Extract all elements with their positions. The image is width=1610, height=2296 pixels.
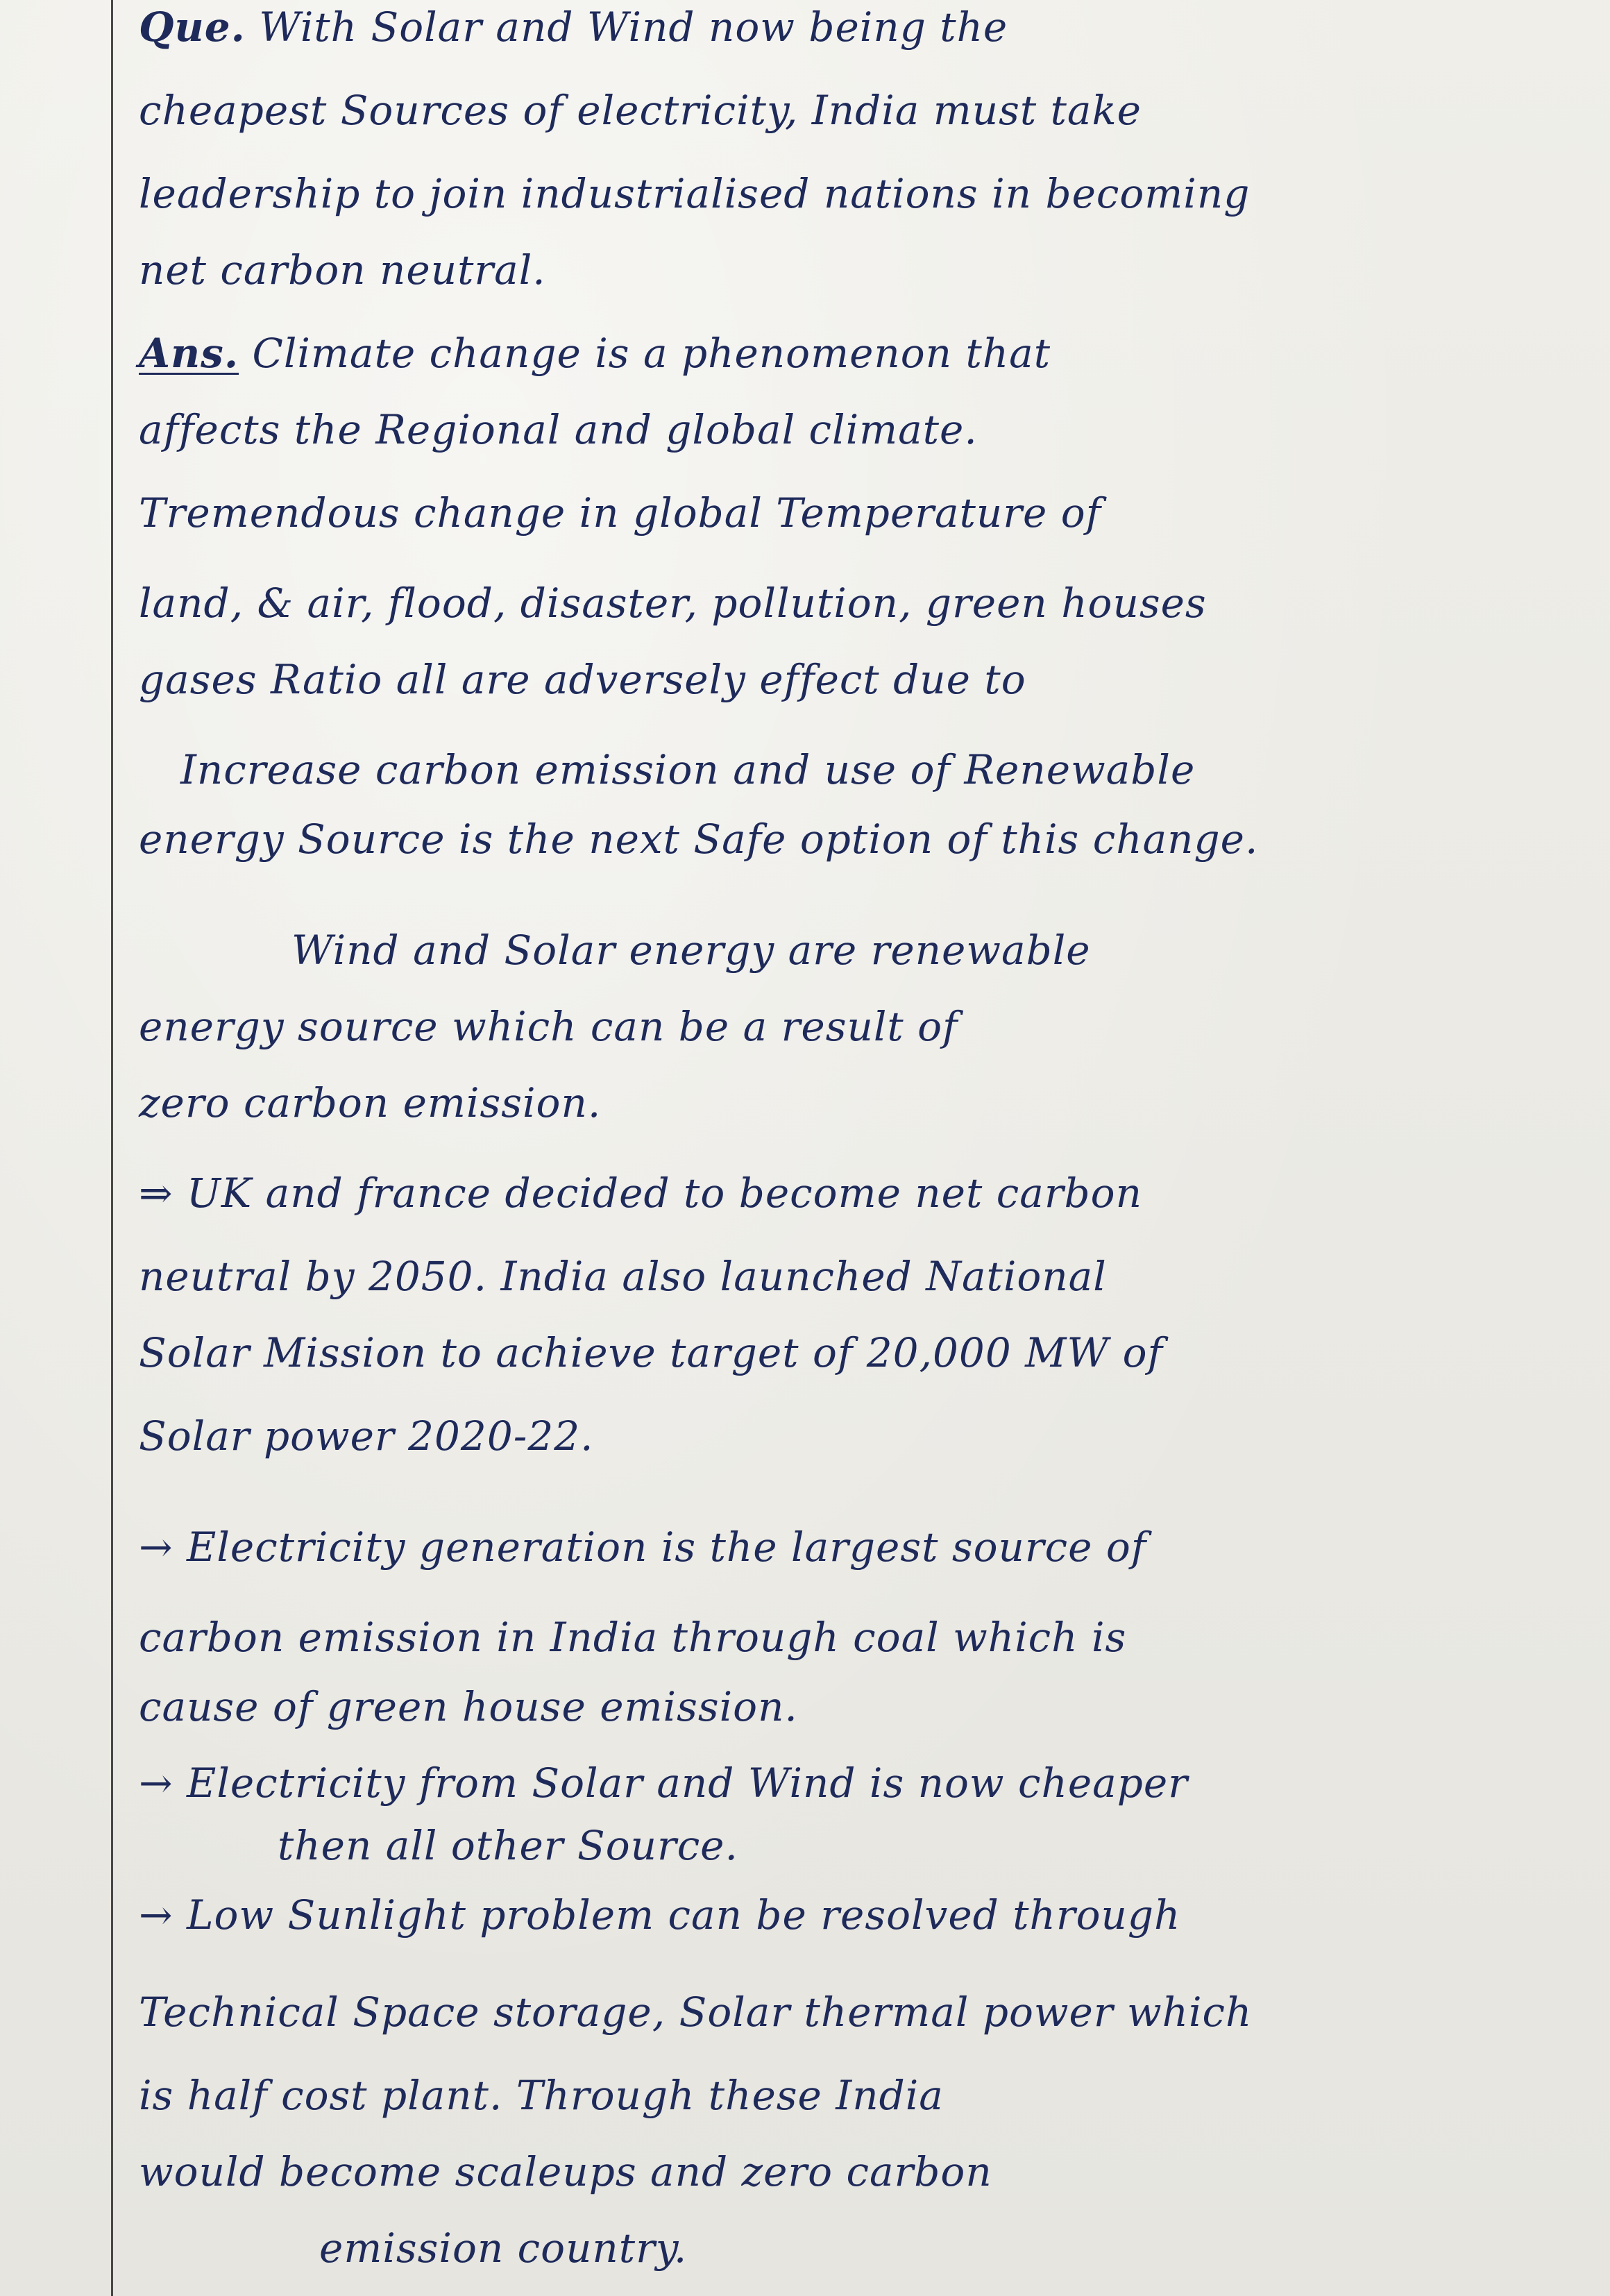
point4-line-4: would become scaleups and zero carbon (139, 2148, 992, 2195)
point3-line-1: → Electricity from Solar and Wind is now cheaper (139, 1759, 1188, 1807)
point3-line-2: then all other Source. (278, 1822, 738, 1869)
answer-line-2: affects the Regional and global climate. (139, 406, 978, 453)
point1-line-4: Solar power 2020-22. (139, 1412, 594, 1460)
point1-line-3: Solar Mission to achieve target of 20,000 MW of (139, 1329, 1163, 1376)
point4-line-2: Technical Space storage, Solar thermal power which (139, 1989, 1253, 2036)
question-line-2: cheapest Sources of electricity, India must take (139, 87, 1142, 134)
answer-line-6: Increase carbon emission and use of Renewable (180, 746, 1196, 793)
point2-line-1: → Electricity generation is the largest source of (139, 1523, 1147, 1571)
answer-line-3: Tremendous change in global Temperature of (139, 489, 1102, 537)
question-line-1 (139, 3, 1008, 51)
answer-line-7: energy Source is the next Safe option of this change. (139, 816, 1259, 863)
question-label: Que. (139, 3, 246, 51)
point1-line-1: ⇒ UK and france decided to become net carbon (139, 1170, 1142, 1217)
point4-line-3: is half cost plant. Through these India (139, 2072, 944, 2119)
paragraph2-line-3: zero carbon emission. (139, 1079, 602, 1126)
answer-label: Ans. (139, 330, 239, 377)
answer-line-1 (139, 330, 1051, 377)
question-line-4: net carbon neutral. (139, 246, 546, 294)
answer-line-5: gases Ratio all are adversely effect due to (139, 656, 1026, 703)
paragraph2-line-2: energy source which can be a result of (139, 1003, 958, 1050)
point2-line-3: cause of green house emission. (139, 1683, 798, 1730)
question-text: With Solar and Wind now being the (259, 3, 1008, 51)
point2-line-2: carbon emission in India through coal which is (139, 1614, 1127, 1661)
answer-line-4: land, & air, flood, disaster, pollution, green houses (139, 580, 1207, 627)
margin-rule (111, 0, 113, 2296)
point1-line-2: neutral by 2050. India also launched National (139, 1253, 1107, 1300)
answer-text: Climate change is a phenomenon that (252, 330, 1051, 377)
point4-line-1: → Low Sunlight problem can be resolved through (139, 1891, 1181, 1939)
point4-line-5: emission country. (319, 2225, 688, 2272)
paragraph2-line-1: Wind and Solar energy are renewable (291, 927, 1091, 974)
question-line-3: leadership to join industrialised nations in becoming (139, 170, 1251, 217)
